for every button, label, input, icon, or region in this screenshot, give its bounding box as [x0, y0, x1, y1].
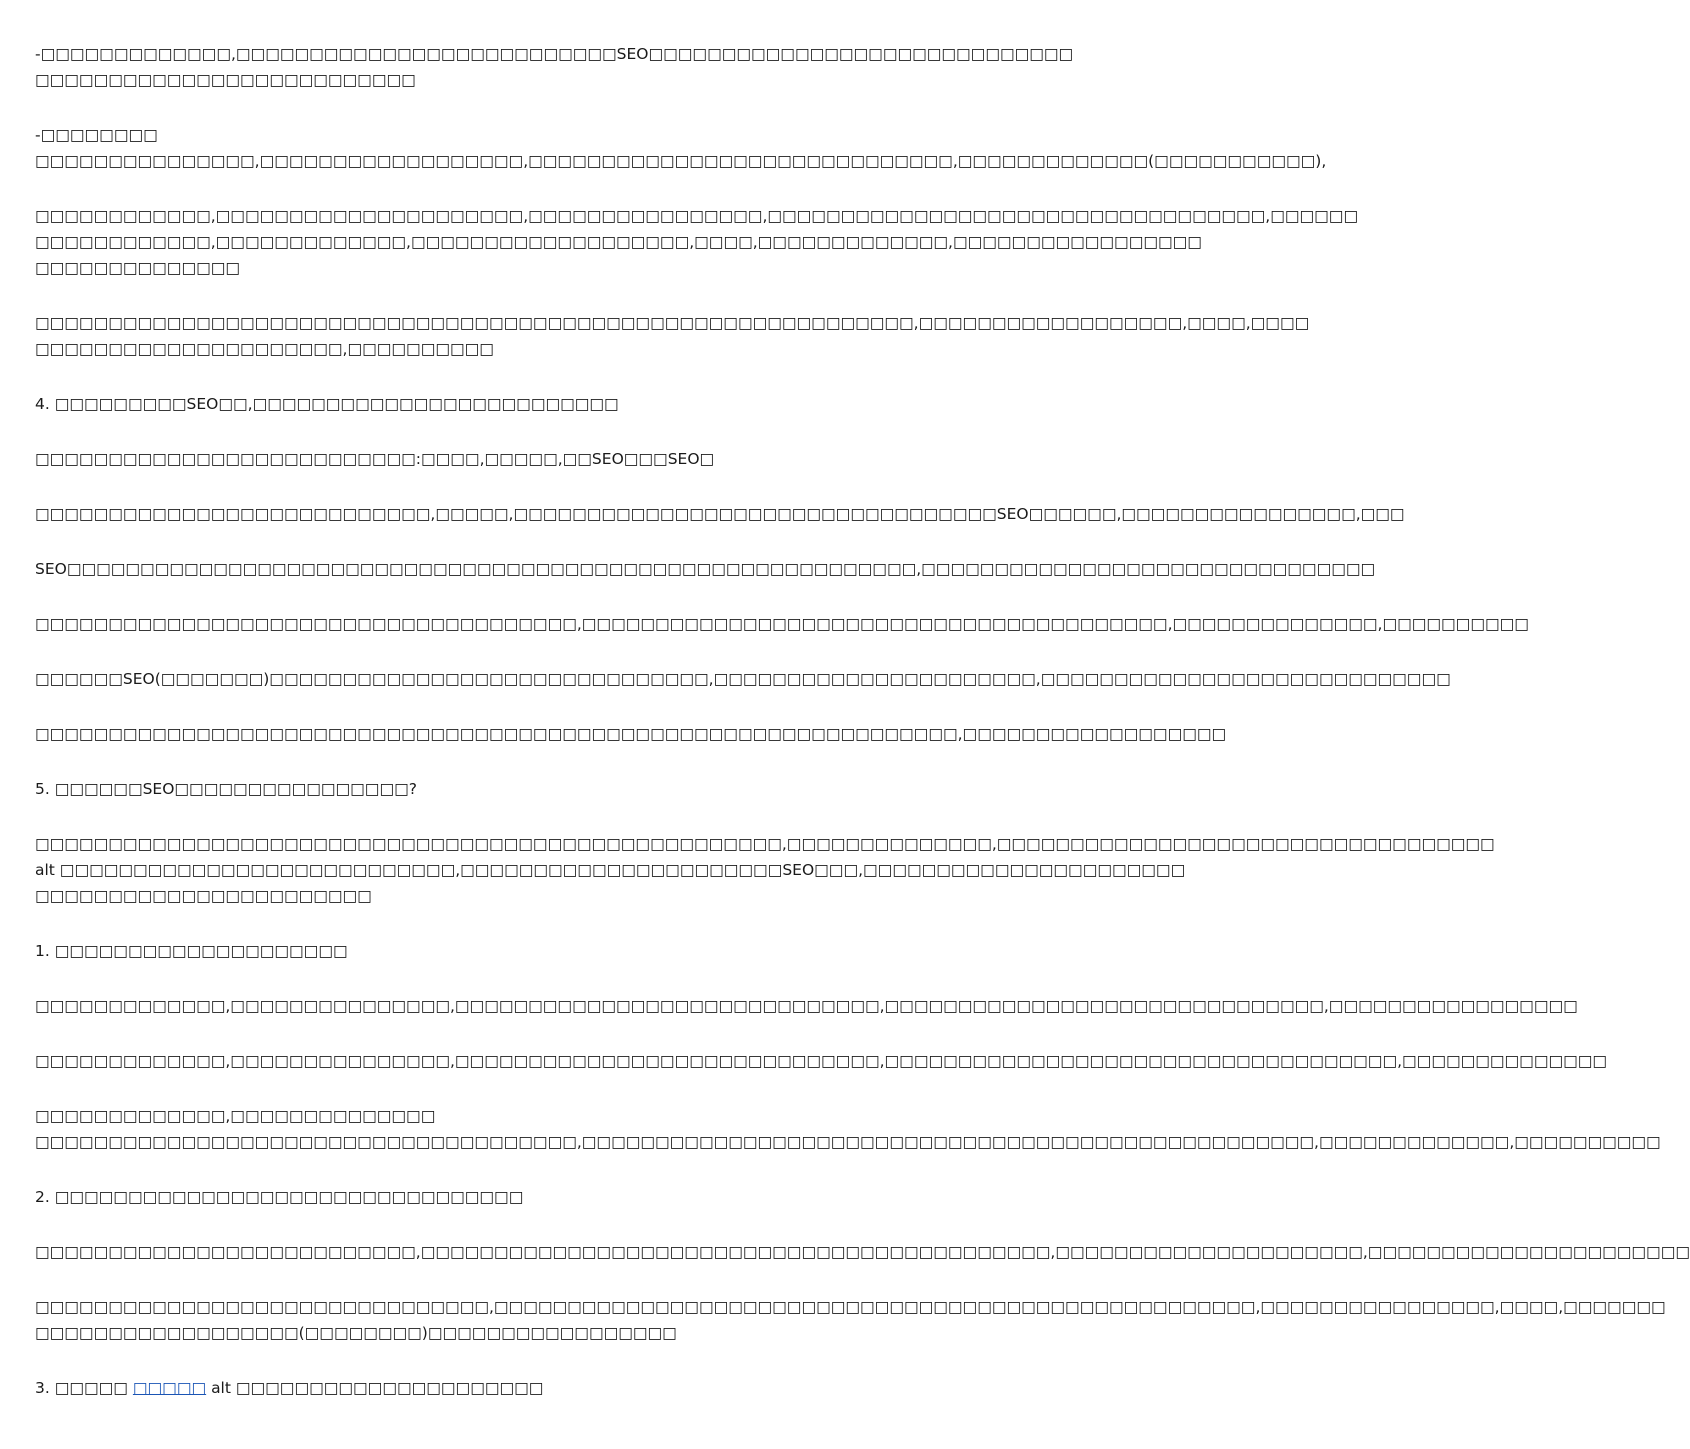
heading-suffix: alt □□□□□□□□□□□□□□□□□□□□□: [211, 1379, 544, 1397]
text-line: □□□□□□□□□□□□□,□□□□□□□□□□□□□□□,□□□□□□□□□□□□□□□□□□□□□□□□□□□□□,□□□□□□□□□□□□□□□□□□□□□□□□□□□□□□□□□□□,□□□□□□□□□□□□□□: [35, 1052, 1608, 1070]
text-line: 1. □□□□□□□□□□□□□□□□□□□□: [35, 942, 348, 960]
paragraph-15: [35, 1048, 1608, 1074]
list-heading-3: [35, 1375, 990, 1401]
text-line: □□□□□□□□□□□□□□□□□□□□□□□□□□□□□□□□□□□□□,□□□□□□□□□□□□□□□□□□□□□□□□□□□□□□□□□□□□□□□□□□□□□□□□□□,□□□□□□□□□□□□□,□□□□□□□□□□: [35, 1133, 1661, 1151]
text-line: [35, 1375, 990, 1401]
paragraph-6: [35, 501, 1405, 527]
paragraph-0: [35, 41, 1074, 93]
text-line: -□□□□□□□□: [35, 126, 158, 144]
text-line: □□□□□□□□□□□□□□□□□□□□□□□: [35, 887, 372, 905]
paragraph-9: [35, 666, 1451, 692]
text-line: □□□□□□□□□□□□□□□□□□□□□□□□□□□□□□□□□□□□□□□□□□□□□□□□□□□□□□□□□□□□,□□□□□□□□□□□□□□□□□□,□□□□,□□□□: [35, 314, 1310, 332]
paragraph-10: [35, 721, 1227, 747]
text-line: □□□□□□□□□□□□□,□□□□□□□□□□□□□□: [35, 1107, 436, 1125]
list-heading-2: [35, 1184, 990, 1210]
text-line: □□□□□□□□□□□□□□□□□□□□□□□□□□□□□□□□□□□□□□□□□□□□□□□□□□□,□□□□□□□□□□□□□□,□□□□□□□□□□□□□□□□□□□□□□□□□□□□□□□□□□: [35, 835, 1495, 853]
text-line: -□□□□□□□□□□□□□,□□□□□□□□□□□□□□□□□□□□□□□□□□SEO□□□□□□□□□□□□□□□□□□□□□□□□□□□□□: [35, 45, 1074, 63]
text-line: □□□□□□□□□□□□,□□□□□□□□□□□□□,□□□□□□□□□□□□□□□□□□□,□□□□,□□□□□□□□□□□□□,□□□□□□□□□□□□□□□□□: [35, 233, 1202, 251]
text-line: □□□□□□SEO(□□□□□□□)□□□□□□□□□□□□□□□□□□□□□□□□□□□□□□,□□□□□□□□□□□□□□□□□□□□□□,□□□□□□□□□□□□□□□□□□□□□□□□□□□□: [35, 670, 1451, 688]
text-line: □□□□□□□□□□□□□□: [35, 259, 241, 277]
paragraph-7: [35, 556, 1376, 582]
text-line: □□□□□□□□□□□□□□□□□□□□□□□□□□: [35, 71, 416, 89]
paragraph-12: [35, 831, 1495, 909]
heading-prefix: 3. □□□□□: [35, 1379, 128, 1397]
paragraph-1: [35, 122, 1327, 174]
text-line: 2. □□□□□□□□□□□□□□□□□□□□□□□□□□□□□□□□: [35, 1188, 524, 1206]
text-line: 5. □□□□□□SEO□□□□□□□□□□□□□□□□?: [35, 780, 417, 798]
paragraph-3: [35, 310, 1310, 362]
paragraph-19: [35, 1294, 1666, 1346]
text-line: □□□□□□□□□□□□□□□□□□□□□□□□□□□□□□□,□□□□□□□□□□□□□□□□□□□□□□□□□□□□□□□□□□□□□□□□□□□□□□□□□□□□,□□□□□□□□□□□□□□□□,□□□□,□□□□□□□: [35, 1298, 1666, 1316]
text-line: □□□□□□□□□□□□□□□□□□□□□,□□□□□□□□□□: [35, 340, 494, 358]
text-line: □□□□□□□□□□□□□□□,□□□□□□□□□□□□□□□□□□,□□□□□□□□□□□□□□□□□□□□□□□□□□□□□,□□□□□□□□□□□□□(□□□□□□□□□□□),: [35, 152, 1327, 170]
paragraph-14: [35, 993, 1578, 1019]
text-line: alt □□□□□□□□□□□□□□□□□□□□□□□□□□□,□□□□□□□□□□□□□□□□□□□□□□SEO□□□,□□□□□□□□□□□□□□□□□□□□□□: [35, 861, 1186, 879]
text-line: □□□□□□□□□□□□,□□□□□□□□□□□□□□□□□□□□□,□□□□□□□□□□□□□□□□,□□□□□□□□□□□□□□□□□□□□□□□□□□□□□□□□□□,□□□□□□: [35, 207, 1359, 225]
text-line: SEO□□□□□□□□□□□□□□□□□□□□□□□□□□□□□□□□□□□□□□□□□□□□□□□□□□□□□□□□□□,□□□□□□□□□□□□□□□□□□□□□□□□□□□□□□□: [35, 560, 1376, 578]
text-line: □□□□□□□□□□□□□□□□□□(□□□□□□□□)□□□□□□□□□□□□□□□□□: [35, 1324, 677, 1342]
paragraph-18: [35, 1239, 1690, 1265]
inline-link[interactable]: □□□□□: [132, 1379, 207, 1397]
text-line: 4. □□□□□□□□□SEO□□,□□□□□□□□□□□□□□□□□□□□□□□□□: [35, 395, 619, 413]
text-line: □□□□□□□□□□□□□□□□□□□□□□□□□□:□□□□,□□□□□,□□SEO□□□SEO□: [35, 450, 715, 468]
paragraph-8: [35, 611, 1529, 637]
paragraph-16: [35, 1103, 1661, 1155]
section-heading-4: [35, 391, 990, 417]
text-line: □□□□□□□□□□□□□,□□□□□□□□□□□□□□□,□□□□□□□□□□□□□□□□□□□□□□□□□□□□□,□□□□□□□□□□□□□□□□□□□□□□□□□□□□□□,□□□□□□□□□□□□□□□□□: [35, 997, 1578, 1015]
paragraph-2: [35, 203, 1359, 281]
text-line: □□□□□□□□□□□□□□□□□□□□□□□□□□□□□□□□□□□□□,□□□□□□□□□□□□□□□□□□□□□□□□□□□□□□□□□□□□□□□□,□□□□□□□□□□□□□□,□□□□□□□□□□: [35, 615, 1529, 633]
text-line: □□□□□□□□□□□□□□□□□□□□□□□□□□,□□□□□□□□□□□□□□□□□□□□□□□□□□□□□□□□□□□□□□□□□□□,□□□□□□□□□□□□□□□□□□□□□,□□□□□□□□□□□□□□□□□□□□□□: [35, 1243, 1690, 1261]
list-heading-1: [35, 938, 990, 964]
text-line: □□□□□□□□□□□□□□□□□□□□□□□□□□□□□□□□□□□□□□□□□□□□□□□□□□□□□□□□□□□□□□□,□□□□□□□□□□□□□□□□□□: [35, 725, 1227, 743]
paragraph-5: [35, 446, 990, 472]
text-line: □□□□□□□□□□□□□□□□□□□□□□□□□□□,□□□□□,□□□□□□□□□□□□□□□□□□□□□□□□□□□□□□□□□SEO□□□□□□,□□□□□□□□□□□□□□□□,□□□: [35, 505, 1405, 523]
section-heading-5: [35, 776, 990, 802]
document-body: [35, 41, 1690, 1430]
